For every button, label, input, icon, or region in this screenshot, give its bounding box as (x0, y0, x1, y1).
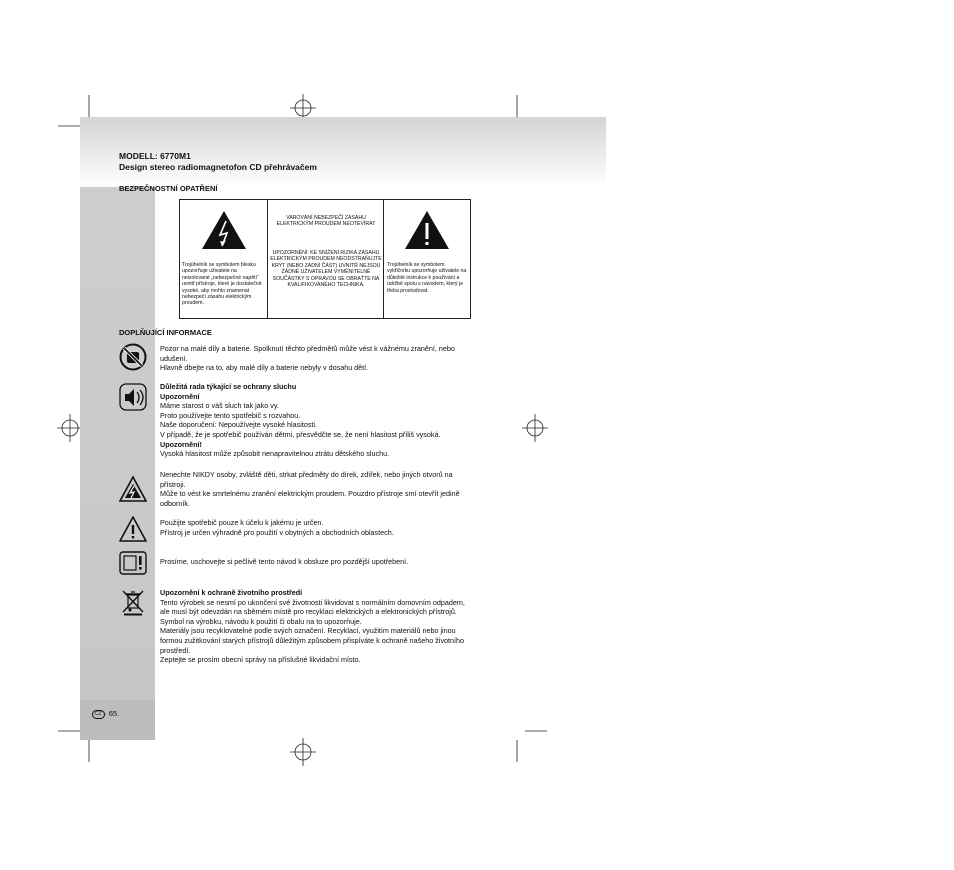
text-line: odborník. (160, 498, 190, 508)
text-line: Máme starost o váš sluch tak jako vy. (160, 401, 279, 411)
text-line: Vysoká hlasitost může způsobit nenapravitelnou ztrátu dětského sluchu. (160, 449, 390, 459)
lightning-explanation: Trojúhelník se symbolem blesku upozorňuje uživatele na neizolované „nebezpečné napětí“ uvnitř přístroje, které je dostatečně vysoké, aby mohlo znamenat nebezpečí zásahu elektrickým proudem. (182, 262, 262, 307)
text-line: Hlavně dbejte na to, aby malé díly a baterie nebyly v dosahu dětí. (160, 363, 369, 373)
language-badge: CZ (92, 710, 105, 719)
page-corner (80, 700, 155, 740)
text-line: Naše doporučení: Nepoužívejte vysoké hlasitosti. (160, 420, 318, 430)
caution-text: UPOZORNĚNÍ: KE SNÍŽENÍ RIZIKA ZÁSAHU ELEKTRICKÝM PROUDEM NEODSTRAŇUJTE KRYT (NEBO ZADNÍ ČÁST) UVNITŘ NEJSOU ŽÁDNÉ UŽIVATELEM VYMĚNITELNÉ SOUČÁSTKY S OPRAVOU SE OBRAŤTE NA KVALIFIKOVANÉHO TECHNIKA. (270, 250, 382, 289)
warning-text: VAROVÁNÍ NEBEZPEČÍ ZÁSAHU ELEKTRICKÝM PROUDEM NEOTEVÍRAT (276, 215, 376, 228)
weee-bin-icon (119, 588, 147, 616)
hearing-title: Důležitá rada týkající se ochrany sluchu (160, 382, 297, 391)
no-small-parts-icon (119, 343, 147, 371)
lightning-triangle-icon (201, 210, 247, 250)
text-line: Pozor na malé díly a baterie. Spolknutí těchto předmětů může vést k vážnému zranění, nebo (160, 344, 455, 353)
text-line: formou zužitkování starých přístrojů důležitým způsobem přispíváte k ochraně našeho životního (160, 635, 465, 645)
manual-keep-icon (119, 549, 147, 577)
text-line: Zeptejte se prosím obecní správy na příslušné likvidační místo. (160, 655, 361, 665)
caution-label: Upozornění! (160, 439, 202, 449)
keep-manual-block (160, 557, 510, 567)
hearing-warning-icon (119, 383, 147, 411)
warning-col-right (384, 200, 470, 318)
text-line: prostředí. (160, 645, 191, 655)
safety-warning-box (179, 199, 471, 319)
environment-title: Upozornění k ochraně životního prostředí (160, 588, 303, 597)
text-line: Materiály jsou recyklovatelné podle svých označení. Recyklací, využitím materiálů nebo jinou (160, 626, 456, 636)
text-line: Nenechte NIKDY osoby, zvláště děti, strkat předměty do dírek, zdířek, nebo jiných otvorů na (160, 470, 453, 479)
environment-block (160, 588, 520, 665)
text-line: Prosíme, uschovejte si pečlivě tento návod k obsluze pro pozdější upotřebení. (160, 557, 409, 566)
text-line: Použijte spotřebič pouze k účelu k jakému je určen. (160, 518, 324, 527)
text-line: Tento výrobek se nesmí po ukončení své životnosti likvidovat s normálním domovním odpadem, (160, 597, 465, 607)
page-number: 65. (108, 709, 120, 718)
header-title-block (119, 151, 317, 173)
text-line: ale musí být odevzdán na sběrném místě pro recyklaci elektrických a elektronických přístrojů. (160, 607, 457, 617)
side-strip (80, 117, 155, 740)
warning-triangle-icon (119, 515, 147, 543)
intended-use-block (160, 518, 510, 537)
caution-label: Upozornění (160, 391, 200, 401)
model-title: MODELL: 6770M1 (119, 151, 191, 161)
page-number-group (92, 709, 119, 719)
electric-shock-warning-icon (119, 475, 147, 503)
additional-heading: DOPLŇUJÍCÍ INFORMACE (119, 328, 212, 337)
text-line: V případě, že je spotřebič používán dětmi, přesvědčte se, že není hlasitost příliš vysoká. (160, 429, 441, 439)
warning-col-center (268, 200, 384, 318)
text-line: Může to vést ke smrtelnému zranění elektrickým proudem. Pouzdro přístroje smí otevřít jedině (160, 489, 460, 499)
warning-col-left (180, 200, 268, 318)
safety-heading: BEZPEČNOSTNÍ OPATŘENÍ (119, 184, 218, 193)
exclamation-explanation: Trojúhelník se symbolem vykřičníku upozorňuje uživatele na důležité instrukce k používání a údržbě spolu s návodem, který je třeba prostudovat. (387, 262, 467, 294)
hearing-block (160, 382, 510, 459)
electric-shock-block (160, 470, 510, 508)
text-line: Symbol na výrobku, návodu k použití či obalu na to upozorňuje. (160, 616, 362, 626)
text-line: udušení. (160, 353, 188, 363)
small-parts-block (160, 344, 510, 373)
text-line: Přístroj je určen výhradně pro použití v obytných a obchodních oblastech. (160, 527, 394, 537)
text-line: přístroji. (160, 479, 186, 489)
exclamation-triangle-icon (404, 210, 450, 250)
model-subtitle: Design stereo radiomagnetofon CD přehrávačem (119, 162, 317, 172)
text-line: Proto používejte tento spotřebič s rozvahou. (160, 410, 301, 420)
